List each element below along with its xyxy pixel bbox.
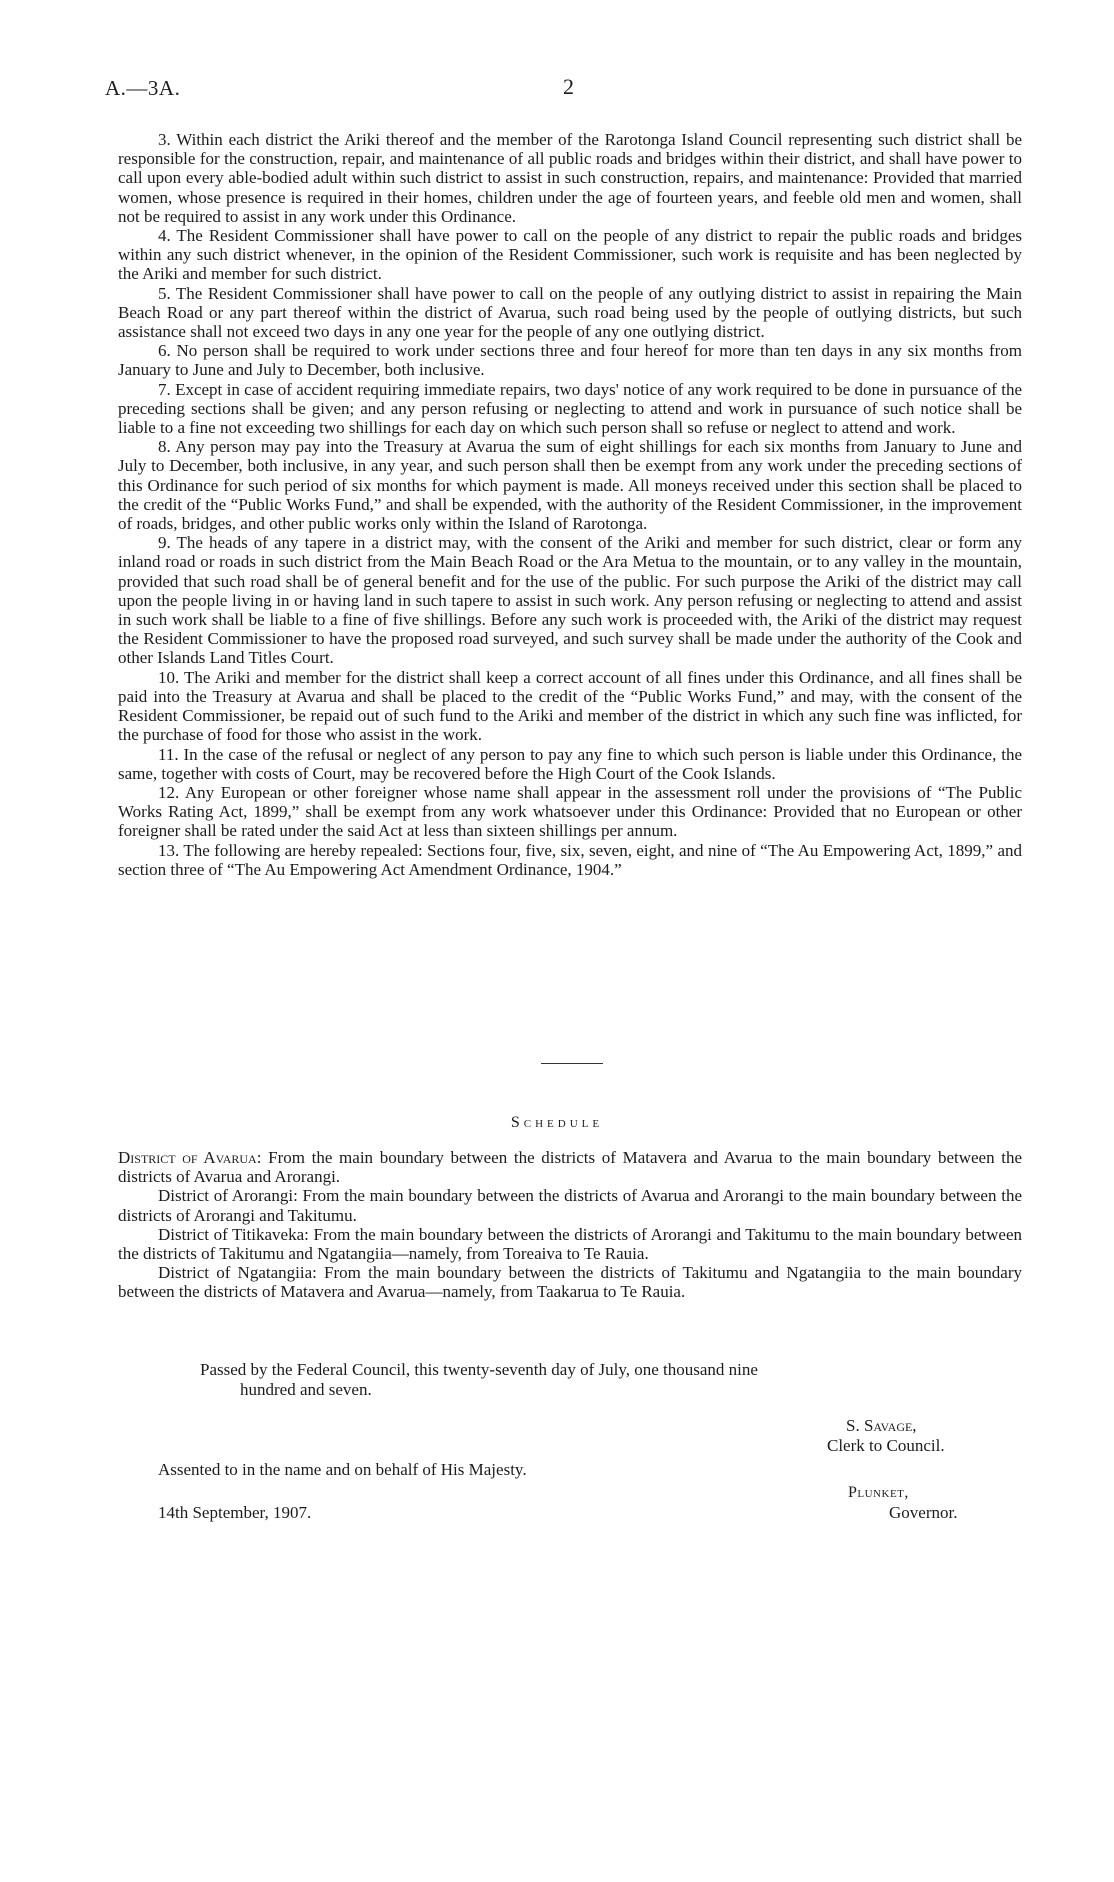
- passed-statement: [200, 1360, 1022, 1399]
- section-9: 9. The heads of any tapere in a district may, with the consent of the Ariki and member for such district, clear or form any inland road or roads in such district from the Main Beach Road or the Ara Metua to the mountain, or to any valley in the mountain, provided that such road shall be of general benefit and for the use of the public. For such purpose the Ariki of the district may call upon the people living in or having land in such tapere to assist in such work. Any person refusing or neglecting to attend and assist in such work shall be liable to a fine of five shillings. Before any such work is proceeded with, the Ariki of the district may request the Resident Commissioner to have the proposed road surveyed, and such survey shall be made under the authority of the Cook and other Islands Land Titles Court.: [118, 533, 1022, 668]
- avarua-label: District of Avarua:: [118, 1148, 262, 1167]
- assent-statement: Assented to in the name and on behalf of His Majesty.: [158, 1460, 527, 1479]
- clerk-signature: S. Savage,: [846, 1416, 917, 1435]
- section-8: 8. Any person may pay into the Treasury at Avarua the sum of eight shillings for each six months from January to June and July to December, both inclusive, in any year, and such person shall then be exempt from any work under the preceding sections of this Ordinance for such period of six months for which payment is made. All moneys received under this section shall be placed to the credit of the “Public Works Fund,” and shall be expended, with the authority of the Resident Commissioner, in the improvement of roads, bridges, and other public works only within the Island of Rarotonga.: [118, 437, 1022, 534]
- schedule-body: [118, 1148, 1022, 1302]
- page-number: 2: [563, 74, 574, 99]
- section-6: 6. No person shall be required to work under sections three and four hereof for more than ten days in any six months from January to June and July to December, both inclusive.: [118, 341, 1022, 380]
- section-13: 13. The following are hereby repealed: Sections four, five, six, seven, eight, and nine of “The Au Empowering Act, 1899,” and section three of “The Au Empowering Act Amendment Ordinance, 1904.”: [118, 840, 1022, 879]
- clerk-title: Clerk to Council.: [827, 1436, 945, 1455]
- schedule-district-avarua: [118, 1148, 1022, 1186]
- schedule-heading: Schedule: [510, 1114, 604, 1131]
- passed-line-2: hundred and seven.: [240, 1379, 372, 1399]
- schedule-district-ngatangiia: District of Ngatangiia: From the main boundary between the districts of Takitumu and Ngatangiia to the main boundary between the districts of Matavera and Avarua—namely, from Taakarua to Te Rauia.: [118, 1263, 1022, 1302]
- section-11: 11. In the case of the refusal or neglect of any person to pay any fine to which such person is liable under this Ordinance, the same, together with costs of Court, may be recovered before the High Court of the Cook Islands.: [118, 744, 1022, 783]
- schedule-district-titikaveka: District of Titikaveka: From the main boundary between the districts of Arorangi and Takitumu to the main boundary between the districts of Takitumu and Ngatangiia—namely, from Toreaiva to Te Rauia.: [118, 1224, 1022, 1264]
- governor-title: Governor.: [889, 1503, 958, 1522]
- document-reference: A.—3A.: [105, 76, 181, 100]
- section-3: 3. Within each district the Ariki thereof and the member of the Rarotonga Island Council representing such district shall be responsible for the construction, repair, and maintenance of all public roads and bridges within their district, and shall have power to call upon every able-bodied adult within such district to assist in such construction, repairs, and maintenance: Provided that married women, whose presence is required in their homes, children under the age of fourteen years, and feeble old men and women, shall not be required to assist in any work under this Ordinance.: [118, 130, 1022, 226]
- section-5: 5. The Resident Commissioner shall have power to call on the people of any outlying district to assist in repairing the Main Beach Road or any part thereof within the district of Avarua, such road being used by the people of outlying districts, but such assistance shall not exceed two days in any one year for the people of any one outlying district.: [118, 283, 1022, 342]
- ordinance-sections: [118, 130, 1022, 879]
- assent-date: 14th September, 1907.: [158, 1503, 312, 1522]
- avarua-text: From the main boundary between the districts of Matavera and Avarua to the main boundary between the districts of Avarua and Arorangi.: [118, 1148, 1023, 1187]
- section-10: 10. The Ariki and member for the district shall keep a correct account of all fines under this Ordinance, and all fines shall be paid into the Treasury at Avarua and shall be placed to the credit of the “Public Works Fund,” and may, with the consent of the Resident Commissioner, be repaid out of such fund to the Ariki and member of the district in which any such fine was inflicted, for the purchase of food for those who assist in the work.: [118, 667, 1022, 745]
- schedule-district-arorangi: District of Arorangi: From the main boundary between the districts of Avarua and Arorangi to the main boundary between the districts of Arorangi and Takitumu.: [118, 1186, 1022, 1225]
- section-divider: [541, 1063, 603, 1064]
- section-4: 4. The Resident Commissioner shall have power to call on the people of any district to repair the public roads and bridges within any such district whenever, in the opinion of the Resident Commissioner, such work is requisite and has been neglected by the Ariki and member for such district.: [118, 226, 1022, 284]
- governor-signature: Plunket,: [848, 1484, 909, 1501]
- passed-line-1: Passed by the Federal Council, this twenty-seventh day of July, one thousand nine: [200, 1360, 758, 1379]
- section-12: 12. Any European or other foreigner whose name shall appear in the assessment roll under the provisions of “The Public Works Rating Act, 1899,” shall be exempt from any work whatsoever under this Ordinance: Provided that no European or other foreigner shall be rated under the said Act at less than sixteen shillings per annum.: [118, 782, 1022, 841]
- section-7: 7. Except in case of accident requiring immediate repairs, two days' notice of any work required to be done in pursuance of the preceding sections shall be given; and any person refusing or neglecting to attend and work in pursuance of such notice shall be liable to a fine not exceeding two shillings for each day on which such person shall so refuse or neglect to attend and work.: [118, 379, 1022, 438]
